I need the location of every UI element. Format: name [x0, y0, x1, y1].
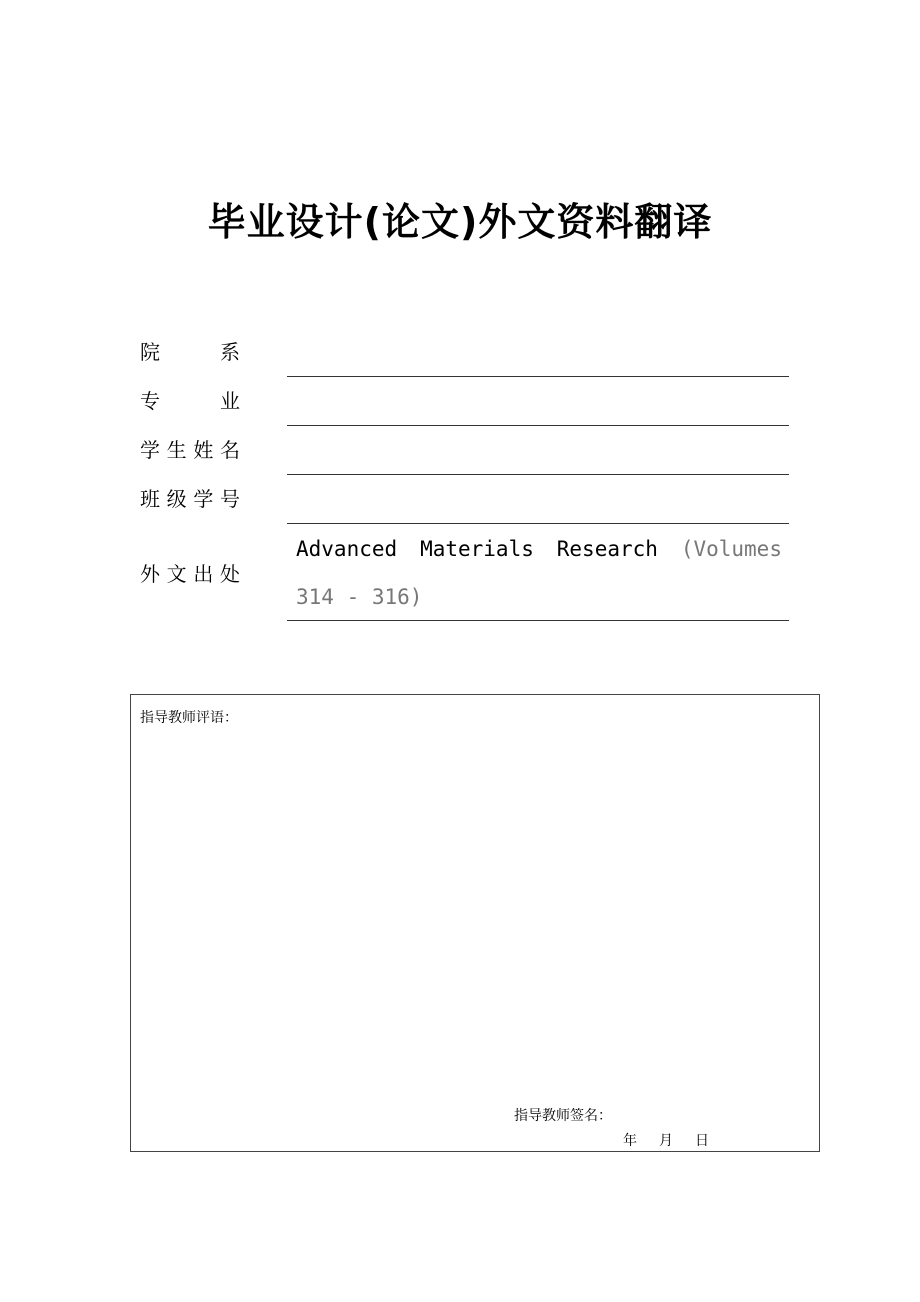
label-char: 处 [219, 562, 240, 586]
date-row [623, 1131, 709, 1151]
label-char: 生 [166, 438, 187, 462]
label-char: 文 [166, 562, 187, 586]
source-word: Research [556, 537, 658, 561]
advisor-signature-label: 指导教师签名： [514, 1108, 612, 1124]
label-char: 系 [220, 340, 240, 364]
date-month: 月 [659, 1133, 673, 1149]
label-char: 级 [166, 487, 187, 511]
label-char: 外 [140, 562, 160, 586]
label-department [140, 337, 240, 367]
page-title: 毕业设计(论文)外文资料翻译 [207, 200, 713, 244]
source-value-line2: 314 - 316) [296, 585, 423, 609]
label-char: 出 [193, 562, 214, 586]
label-major [140, 386, 240, 416]
label-student-name [140, 435, 240, 465]
student-name-field-line[interactable] [287, 474, 789, 475]
source-value-line1 [296, 534, 782, 564]
label-char: 姓 [193, 438, 214, 462]
label-char: 学 [140, 438, 160, 462]
source-word: Materials [420, 537, 534, 561]
source-field-line[interactable] [287, 620, 789, 621]
label-char: 专 [140, 389, 160, 413]
date-day: 日 [695, 1133, 709, 1149]
advisor-comment-label: 指导教师评语： [140, 710, 238, 726]
source-word: (Volumes [680, 537, 782, 561]
label-char: 名 [219, 438, 240, 462]
department-field-line[interactable] [287, 376, 789, 377]
class-id-field-line[interactable] [287, 523, 789, 524]
date-year: 年 [623, 1133, 637, 1149]
label-source [140, 559, 240, 589]
advisor-comment-box[interactable] [130, 694, 820, 1152]
major-field-line[interactable] [287, 425, 789, 426]
label-class-id [140, 484, 240, 514]
label-char: 业 [220, 389, 240, 413]
label-char: 学 [193, 487, 214, 511]
label-char: 班 [140, 487, 160, 511]
source-word: Advanced [296, 537, 398, 561]
label-char: 院 [140, 340, 160, 364]
label-char: 号 [219, 487, 240, 511]
